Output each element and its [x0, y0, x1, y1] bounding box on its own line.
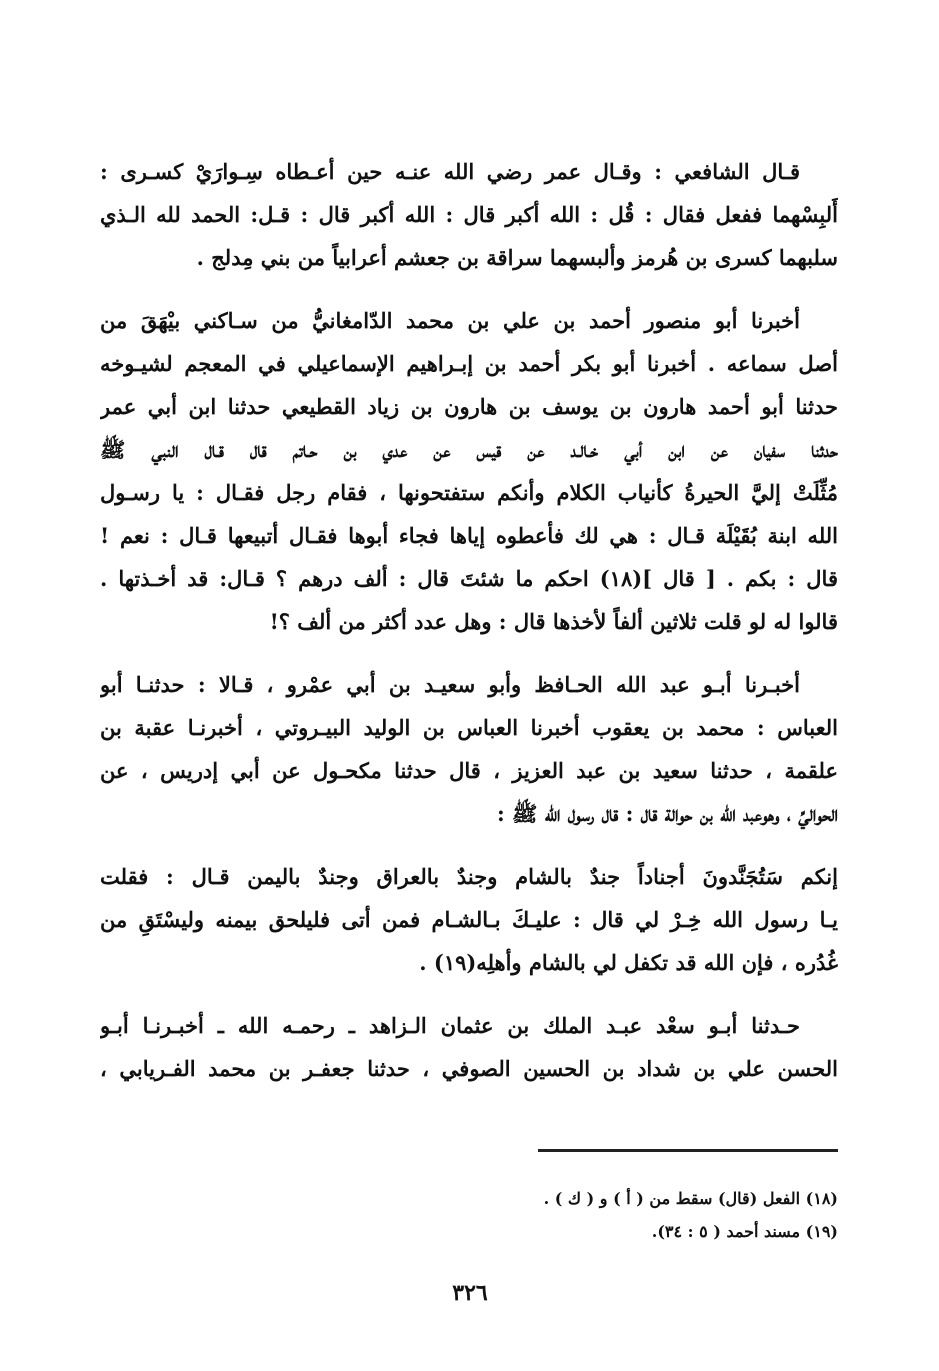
text-line: أخبـرنا أبـو عبد الله الحـافظ وأبو سعيـد بن أبي عمْرو ، قـالا : حدثنـا أبو	[100, 672, 800, 697]
footnotes	[430, 1182, 838, 1248]
text-line: علقمة ، حدثنا سعيد بن عبد العزيز ، قال حدثنا مكحـول عن أبي إدريس ، عن	[100, 758, 838, 783]
text-line: الله ابنة بُقَيْلَة قـال : هي لك فأعطوه إياها فجاء أبوها فقـال أتبيعها قـال : نعم !	[100, 523, 838, 548]
text-line: العباس : محمد بن يعقوب أخبرنا العباس بن الوليد البيـروتي ، أخبرنـا عقبة بن	[100, 715, 838, 740]
text-line: مُثِّلَتْ إليَّ الحيرةُ كأنياب الكلام وأنكم ستفتحونها ، فقام رجل فقـال : يا رسـول	[100, 480, 838, 505]
body-text	[100, 150, 838, 1090]
text-line: سلبهما كسرى بن هُرمز وألبسهما سراقة بن جعشم أعرابياً من بني مِدلج .	[196, 245, 838, 270]
text-line: حدثنا أبو أحمد هارون بن يوسف بن هارون بن زياد القطيعي حدثنا ابن أبي عمر	[100, 394, 838, 419]
footnote-19: (١٩) مسند أحمد ( ٥ : ٣٤).	[651, 1222, 838, 1241]
text-line: أصل سماعه . أخبرنا أبو بكر أحمد بن إبـراهيم الإسماعيلي في المعجم لشيـوخه	[100, 351, 838, 376]
paragraph-shafii	[100, 150, 838, 279]
text-line: حـدثنا أبـو سعْد عبـد الملك بن عثمان الـزاهد ـ رحمـه الله ـ أخبـرنـا أبـو	[100, 1013, 800, 1038]
footnote-18: (١٨) الفعل (قال) سقط من ( أ ) و ( ك ) .	[543, 1189, 838, 1208]
text-line: قـال الشافعي : وقـال عمر رضي الله عنـه حين أعـطاه سِـوارَيْ كسـرى :	[100, 159, 800, 184]
text-line: قال : بكم . [ قال ](١٨) احكم ما شئتَ قال : ألف درهم ؟ قـال: قد أخـذتها .	[100, 566, 838, 591]
footnote-divider	[538, 1149, 838, 1152]
text-line: غُدُره ، فإن الله قد تكفل لي بالشام وأهلِه(١٩) .	[419, 950, 838, 975]
paragraph-hira-hadith	[100, 299, 838, 643]
paragraph-final-isnad	[100, 1004, 838, 1090]
text-line: حدثنا سفيان عن ابن أبي خـالـد عن قيس عن عدي بن حـاتم قال قـال النبي ﷺ	[100, 437, 838, 462]
text-line: يـا رسول الله خِـرْ لي قال : عليـكَ بـالشـام فمن أتى فليلحق بيمنه وليسْتَقِ من	[100, 907, 838, 932]
text-line: الحسن علي بن شداد بن الحسين الصوفي ، حدثنا جعفـر بن محمد الفـريابي ،	[100, 1056, 838, 1081]
text-line: الحواليِّ ، وهوعبد الله بن حوالة قال : قال رسول الله ﷺ :	[496, 801, 838, 826]
text-line: قالوا له لو قلت ثلاثين ألفاً لأخذها قال : وهل عدد أكثر من ألف ؟!	[269, 609, 838, 634]
text-line: أخبرنا أبو منصور أحمد بن علي بن محمد الدّامغانيُّ من سـاكني بيْهَقَ من	[100, 308, 800, 333]
paragraph-ajnad-hadith	[100, 855, 838, 984]
page-number: ٣٢٦	[452, 1280, 488, 1306]
text-line: أَلبِسْهما ففعل فقال : قُل : الله أكبر قال : الله أكبر قال : قـل: الحمد لله الـذي	[100, 202, 838, 227]
paragraph-isnad	[100, 663, 838, 835]
text-line: إنكم سَتُجَنَّدونَ أجناداً جندٌ بالشام وجندٌ بالعراق وجندٌ باليمن قـال : فقلت	[100, 864, 838, 889]
